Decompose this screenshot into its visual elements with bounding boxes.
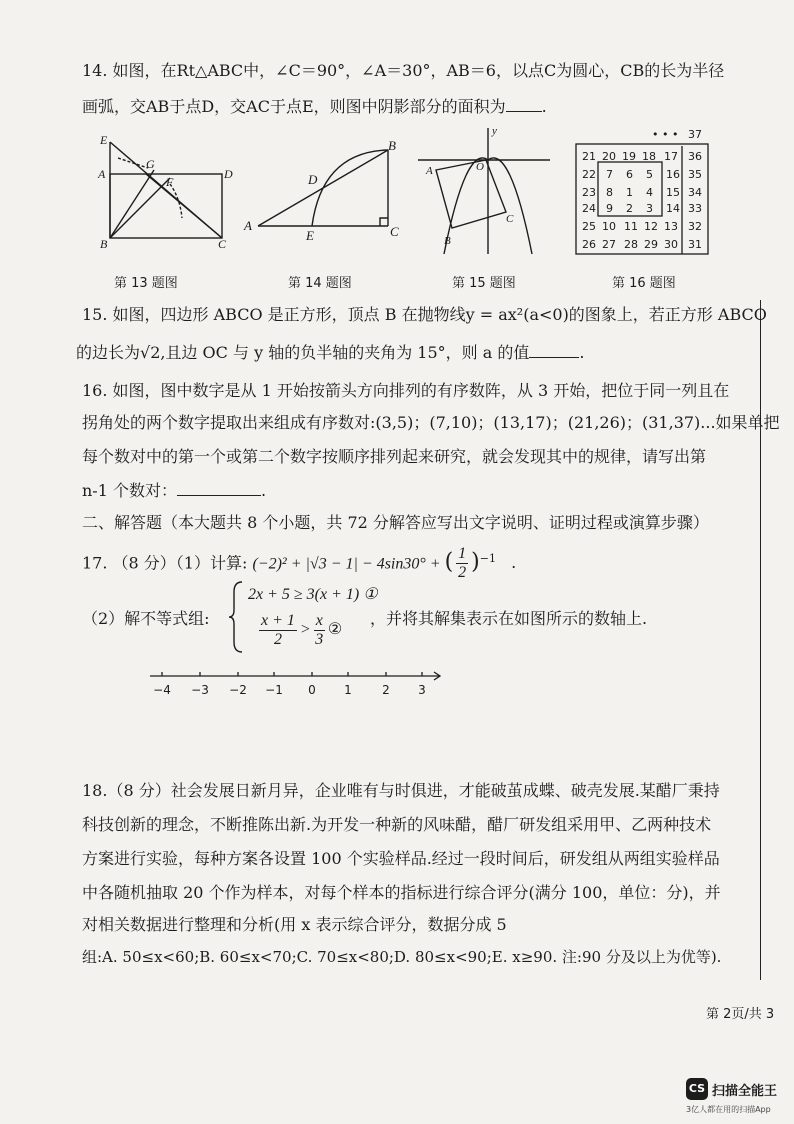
fig16-cell: 25 xyxy=(582,220,596,233)
fig16-cell: 13 xyxy=(664,220,678,233)
fig15-label-o: O xyxy=(476,161,484,173)
q14-line-2 xyxy=(82,96,547,118)
fig16-cell: 10 xyxy=(602,220,616,233)
q17-part-2-suffix: ，并将其解集表示在如图所示的数轴上. xyxy=(370,609,648,628)
fig13-label-d: D xyxy=(224,167,233,181)
q15-line-2 xyxy=(76,342,584,364)
q18-line-4: 中各随机抽取 20 个作为样本，对每个样本的指标进行综合评分(满分 100，单位：分)，并 xyxy=(82,883,721,902)
fig16-cell: 23 xyxy=(582,186,596,199)
q17-paren-open: ( xyxy=(444,549,454,575)
q17-inequality-2 xyxy=(256,612,342,652)
fig13-label-g: G xyxy=(146,157,155,171)
q15-line-2-text: 的边长为√2,且边 OC 与 y 轴的负半轴的夹角为 15°，则 a 的值 xyxy=(76,343,530,362)
fig15-label-c: C xyxy=(506,213,514,225)
fig16-cell: 36 xyxy=(688,150,702,163)
fig16-cell: 11 xyxy=(624,220,638,233)
fig13-label-f: F xyxy=(166,175,174,189)
fig13-label-b: B xyxy=(100,237,108,250)
fig16-cell: 27 xyxy=(602,238,616,251)
fig13-label-a: A xyxy=(98,167,106,181)
scanner-logo-name: 扫描全能王 xyxy=(712,1084,778,1099)
q16-line-4-text: n-1 个数对： xyxy=(82,481,177,500)
scanner-logo-icon: CS xyxy=(686,1078,708,1100)
section-2-title: 二、解答题（本大题共 8 个小题，共 72 分解答应写出文字说明、证明过程或演算步骤） xyxy=(82,513,709,532)
fig14-label-e: E xyxy=(306,228,314,243)
q14-end: . xyxy=(541,97,547,116)
fig16-dots: • • • xyxy=(652,128,679,141)
q16-line-2: 拐角处的两个数字提取出来组成有序数对:(3,5)；(7,10)；(13,17)；(21,26)；(31,37)...如果单把 xyxy=(82,413,780,432)
fig15-label-b: B xyxy=(444,235,451,247)
q14-answer-blank xyxy=(506,97,542,112)
q16-line-1: 16. 如图，图中数字是从 1 开始按箭头方向排列的有序数阵，从 3 开始，把位于同一列且在 xyxy=(82,381,730,400)
figure-13 xyxy=(96,132,236,250)
fig15-label-a: A xyxy=(426,165,433,177)
fig14-right-angle xyxy=(380,218,388,226)
fig16-cell: 21 xyxy=(582,150,596,163)
number-line-label: −2 xyxy=(229,683,247,697)
fig16-cell: 24 xyxy=(582,202,596,215)
q17-inequality-1: 2x + 5 ≥ 3(x + 1) ① xyxy=(248,586,378,603)
q17-part-1-expression: (−2)² + |√3 − 1| − 4sin30° + xyxy=(252,555,445,573)
q18-line-6: 组:A. 50≤x<60;B. 60≤x<70;C. 70≤x<80;D. 80≤x<90;E. x≥90. 注:90 分及以上为优等). xyxy=(82,948,722,966)
fig16-cell: 35 xyxy=(688,168,702,181)
fig16-cell: 32 xyxy=(688,220,702,233)
fig16-cell: 26 xyxy=(582,238,596,251)
number-line-label: 1 xyxy=(344,683,352,697)
q18-line-2: 科技创新的理念，不断推陈出新.为开发一种新的风味醋，醋厂研发组采用甲、乙两种技术 xyxy=(82,815,712,834)
q17-part-1 xyxy=(82,540,517,582)
q18-line-3: 方案进行实验，每种方案各设置 100 个实验样品.经过一段时间后，研发组从两组实验样品 xyxy=(82,849,720,868)
fig16-cell: 18 xyxy=(642,150,656,163)
q16-line-4 xyxy=(82,480,266,502)
fig16-cell: 34 xyxy=(688,186,702,199)
q17-fraction xyxy=(456,545,468,582)
fig16-cell: 31 xyxy=(688,238,702,251)
fig13-dash-arc xyxy=(170,184,182,218)
fig15-label-y: y xyxy=(492,125,497,137)
q17-part-1-end: . xyxy=(511,553,517,573)
q16-line-3: 每个数对中的第一个或第二个数字按顺序排列起来研究，就会发现其中的规律，请写出第 xyxy=(82,447,707,466)
q14-line-2-text: 画弧，交AB于点D，交AC于点E，则图中阴影部分的面积为 xyxy=(82,97,506,116)
q17-ineq2-fraction-2 xyxy=(314,612,325,649)
fig16-cell: 8 xyxy=(606,186,613,199)
q17-ineq2-den-2: 3 xyxy=(315,631,324,648)
figure-16 xyxy=(572,124,712,256)
fig16-cell: 4 xyxy=(646,186,653,199)
fig16-cell: 2 xyxy=(626,202,633,215)
q15-answer-blank xyxy=(529,343,579,358)
fig16-cell: 6 xyxy=(626,168,633,181)
fig16-cell: 22 xyxy=(582,168,596,181)
q17-fraction-numerator: 1 xyxy=(458,545,467,563)
fig13-label-c: C xyxy=(218,237,227,250)
fig16-cell: 16 xyxy=(666,168,680,181)
number-line-label: 0 xyxy=(308,683,316,697)
q17-part-1-prefix: 17. （8 分）（1）计算: xyxy=(82,553,248,573)
q17-fraction-denominator: 2 xyxy=(458,564,467,582)
caption-13: 第 13 题图 xyxy=(114,276,178,291)
fig14-label-b: B xyxy=(388,138,396,153)
number-line xyxy=(146,664,446,700)
q17-ineq2-mark: ② xyxy=(327,621,343,639)
q15-end: . xyxy=(579,343,585,362)
fig13-line-gc xyxy=(146,174,222,238)
fig14-arc xyxy=(312,150,388,226)
fig16-cell: 30 xyxy=(664,238,678,251)
fig16-top-number: 37 xyxy=(688,128,702,141)
margin-rule xyxy=(760,300,761,980)
caption-14: 第 14 题图 xyxy=(288,276,352,291)
fig16-cell: 15 xyxy=(666,186,680,199)
fig16-cell: 12 xyxy=(644,220,658,233)
q14-line-1: 14. 如图，在Rt△ABC中，∠C＝90°，∠A＝30°，AB＝6，以点C为圆心，CB的长为半径 xyxy=(82,61,725,80)
caption-15: 第 15 题图 xyxy=(452,276,516,291)
fig13-line-bg xyxy=(110,170,154,238)
number-line-label: 3 xyxy=(418,683,426,697)
figure-15 xyxy=(414,124,554,256)
q16-answer-blank xyxy=(177,481,261,496)
fig16-cell: 19 xyxy=(622,150,636,163)
fig13-dash-1 xyxy=(118,158,148,168)
number-line-label: −1 xyxy=(265,683,283,697)
number-line-label: −3 xyxy=(191,683,209,697)
q17-ineq2-num-1: x + 1 xyxy=(261,612,295,629)
q16-end: . xyxy=(260,481,267,500)
q17-system-brace xyxy=(228,580,248,654)
q17-ineq2-num-2: x xyxy=(315,612,323,629)
q17-paren-close: ) xyxy=(471,549,480,575)
fig14-label-c: C xyxy=(390,224,399,239)
q18-line-1: 18.（8 分）社会发展日新月异，企业唯有与时俱进，才能破茧成蝶、破壳发展.某醋厂秉持 xyxy=(82,781,720,800)
q17-exponent: −1 xyxy=(479,552,496,565)
fig13-label-e: E xyxy=(100,133,108,147)
q17-ineq2-den-1: 2 xyxy=(273,631,282,648)
fig16-cell: 9 xyxy=(606,202,613,215)
q17-ineq2-gt: > xyxy=(299,621,311,639)
fig16-cell: 1 xyxy=(626,186,633,199)
figure-14 xyxy=(240,138,410,246)
fig15-square xyxy=(436,160,506,228)
page-number: 第 2页/共 3 xyxy=(706,1007,775,1022)
fig16-cell: 28 xyxy=(624,238,638,251)
fig16-cell: 14 xyxy=(666,202,680,215)
fig14-label-d: D xyxy=(308,172,318,187)
scanner-logo-tagline: 3亿人都在用的扫描App xyxy=(686,1105,771,1114)
number-line-label: 2 xyxy=(382,683,390,697)
fig16-cell: 33 xyxy=(688,202,702,215)
q17-part-2-prefix: （2）解不等式组: xyxy=(82,609,210,628)
fig16-cell: 7 xyxy=(606,168,613,181)
fig16-cell: 29 xyxy=(644,238,658,251)
fig16-cell: 3 xyxy=(646,202,653,215)
q17-ineq2-fraction-1 xyxy=(259,612,297,649)
number-line-label: −4 xyxy=(153,683,171,697)
q15-line-1: 15. 如图，四边形 ABCO 是正方形，顶点 B 在抛物线y = ax²(a<0)的图象上，若正方形 ABCO xyxy=(82,305,767,324)
fig16-cell: 20 xyxy=(602,150,616,163)
fig14-label-a: A xyxy=(244,218,252,233)
fig16-cell: 5 xyxy=(646,168,653,181)
q18-line-5: 对相关数据进行整理和分析(用 x 表示综合评分，数据分成 5 xyxy=(82,915,507,934)
fig16-cell: 17 xyxy=(664,150,678,163)
caption-16: 第 16 题图 xyxy=(612,276,676,291)
